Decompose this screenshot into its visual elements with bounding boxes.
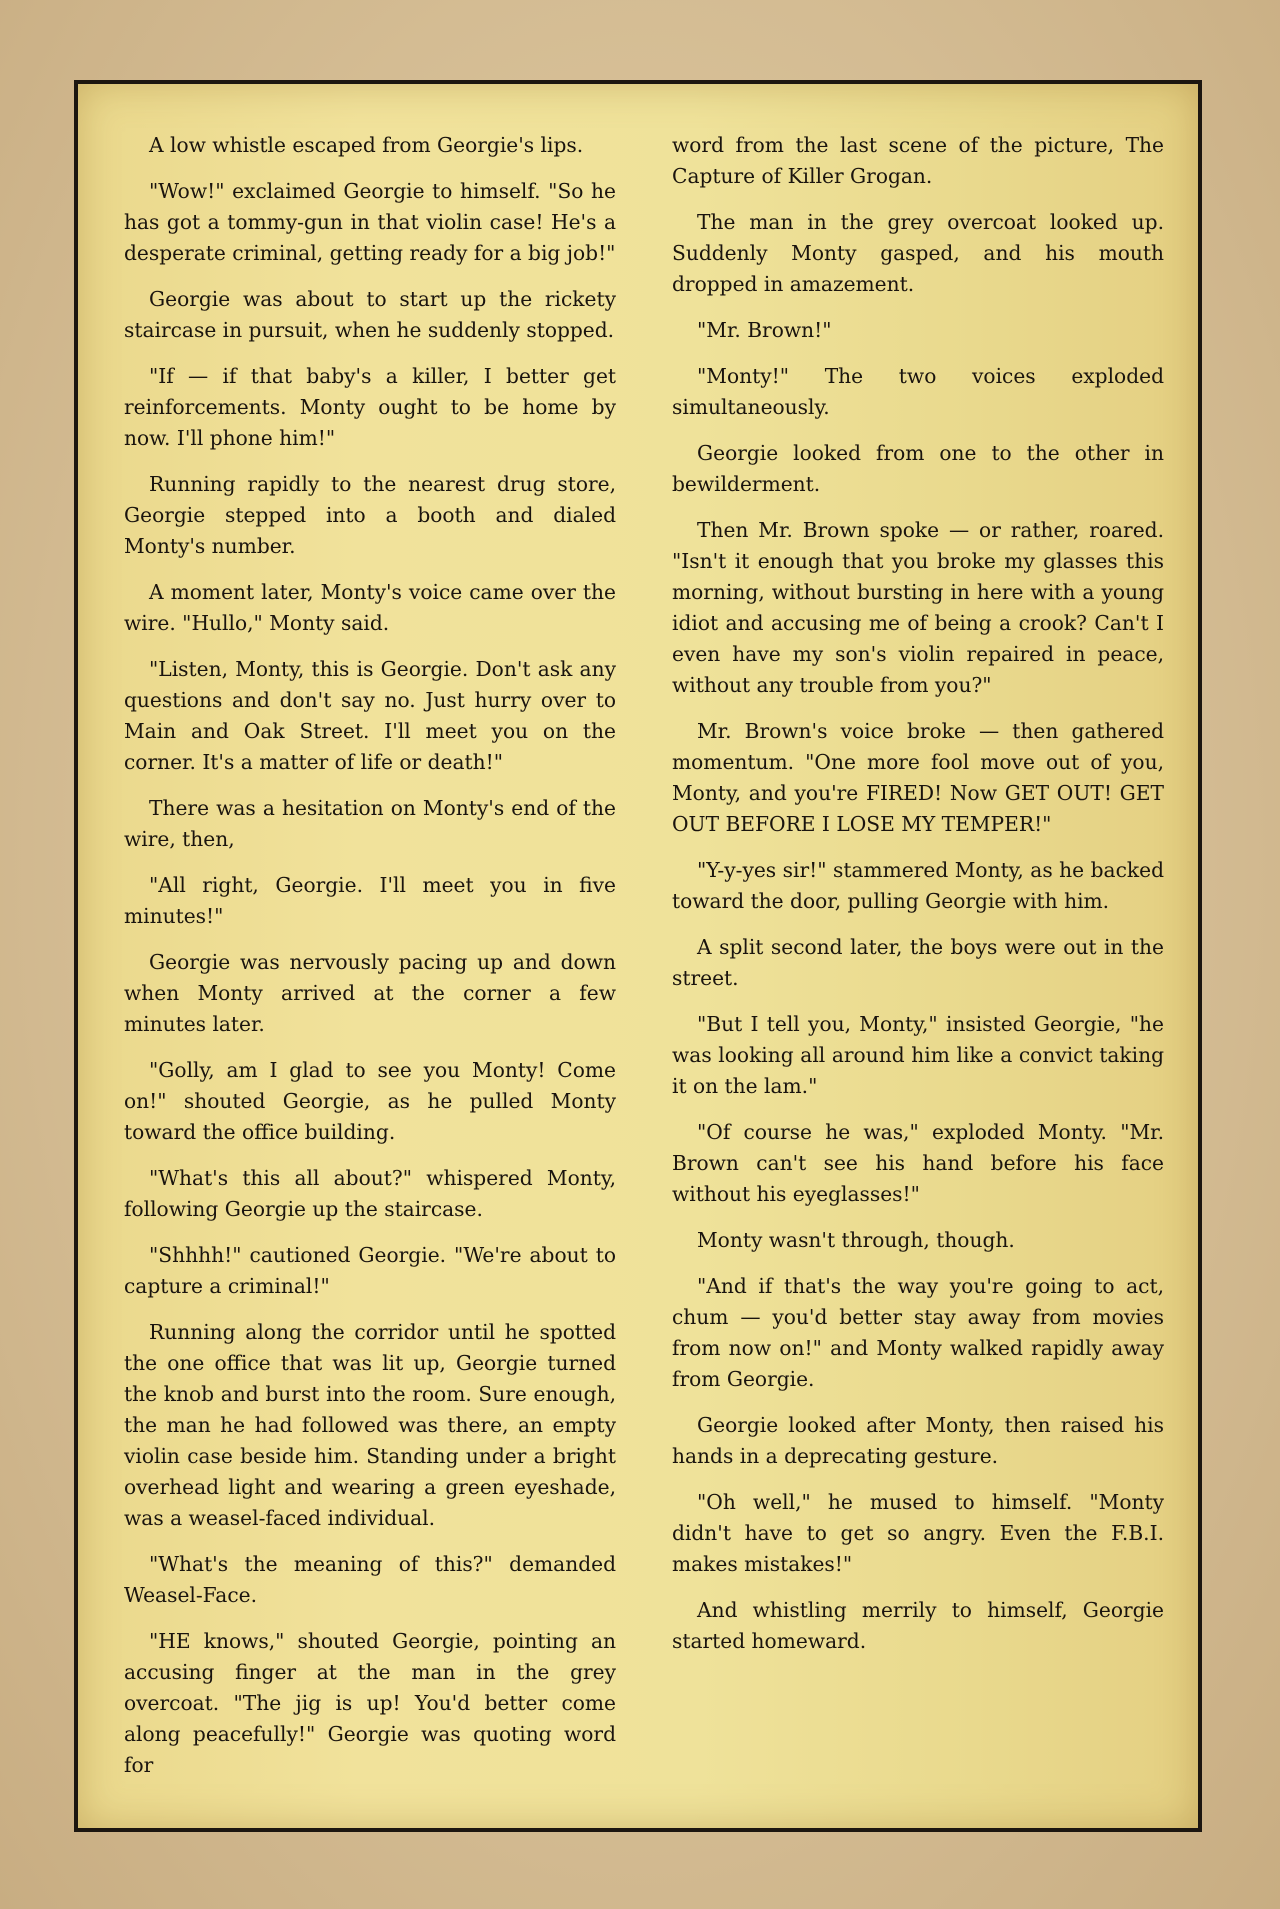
paragraph: "Shhhh!" cautioned Georgie. "We're about to capture a criminal!" xyxy=(124,1243,616,1298)
paragraph: Georgie looked from one to the other in bewilderment. xyxy=(672,441,1164,496)
paragraph: Georgie was about to start up the rickety staircase in pursuit, when he suddenly stopped. xyxy=(124,287,616,342)
paragraph: A split second later, the boys were out in the street. xyxy=(672,935,1164,990)
paragraph: "HE knows," shouted Georgie, pointing an accusing finger at the man in the grey overcoat. "The jig is up! You'd better come along peacefully!" Georgie was quoting word for xyxy=(124,1629,616,1777)
paragraph: And whistling merrily to himself, Georgie started homeward. xyxy=(672,1598,1164,1653)
paragraph: "Listen, Monty, this is Georgie. Don't ask any questions and don't say no. Just hurry over to Main and Oak Street. I'll meet you on the corner. It's a matter of life or death!" xyxy=(124,657,616,774)
paragraph: Then Mr. Brown spoke — or rather, roared. "Isn't it enough that you broke my glasses this morning, without bursting in here with a young idiot and accusing me of being a crook? Can't I even have my son's violin repaired in peace, without any trouble from you?" xyxy=(672,518,1164,697)
right-column xyxy=(672,130,1164,1672)
paragraph: "What's the meaning of this?" demanded Weasel-Face. xyxy=(124,1552,616,1607)
paragraph: Georgie was nervously pacing up and down when Monty arrived at the corner a few minutes later. xyxy=(124,950,616,1036)
paragraph: "Y-y-yes sir!" stammered Monty, as he backed toward the door, pulling Georgie with him. xyxy=(672,858,1164,913)
paragraph: "Monty!" The two voices exploded simultaneously. xyxy=(672,364,1164,419)
paragraph: There was a hesitation on Monty's end of the wire, then, xyxy=(124,796,616,851)
paragraph: Monty wasn't through, though. xyxy=(697,1228,1015,1252)
paragraph: "Of course he was," exploded Monty. "Mr. Brown can't see his hand before his face without his eyeglasses!" xyxy=(672,1120,1164,1206)
paragraph: Running along the corridor until he spotted the one office that was lit up, Georgie turned the knob and burst into the room. Sure enough, the man he had followed was there, an empty violin case beside him. Standing under a bright overhead light and wearing a green eyeshade, was a weasel-faced individual. xyxy=(124,1320,616,1530)
paragraph: "Oh well," he mused to himself. "Monty didn't have to get so angry. Even the F.B.I. makes mistakes!" xyxy=(672,1490,1164,1576)
paragraph: Mr. Brown's voice broke — then gathered momentum. "One more fool move out of you, Monty, and you're FIRED! Now GET OUT! GET OUT BEFORE I LOSE MY TEMPER!" xyxy=(672,719,1164,836)
story-panel xyxy=(74,80,1202,1832)
paragraph: "Golly, am I glad to see you Monty! Come on!" shouted Georgie, as he pulled Monty toward the office building. xyxy=(124,1058,616,1144)
paragraph: "If — if that baby's a killer, I better get reinforcements. Monty ought to be home by now. I'll phone him!" xyxy=(124,364,616,450)
paragraph: "And if that's the way you're going to act, chum — you'd better stay away from movies from now on!" and Monty walked rapidly away from Georgie. xyxy=(672,1274,1164,1391)
paragraph: The man in the grey overcoat looked up. Suddenly Monty gasped, and his mouth dropped in amazement. xyxy=(672,210,1164,296)
paragraph: "Mr. Brown!" xyxy=(697,318,832,342)
paragraph: "What's this all about?" whispered Monty, following Georgie up the staircase. xyxy=(124,1166,616,1221)
left-column xyxy=(124,130,616,1796)
paragraph: Running rapidly to the nearest drug store, Georgie stepped into a booth and dialed Monty's number. xyxy=(124,472,616,558)
paragraph-continuation: word from the last scene of the picture, The Capture of Killer Grogan. xyxy=(672,133,1164,188)
paragraph: "All right, Georgie. I'll meet you in five minutes!" xyxy=(124,873,616,928)
paragraph: A low whistle escaped from Georgie's lips. xyxy=(149,133,584,157)
paragraph: "But I tell you, Monty," insisted Georgie, "he was looking all around him like a convict taking it on the lam." xyxy=(672,1012,1164,1098)
paragraph: Georgie looked after Monty, then raised his hands in a deprecating gesture. xyxy=(672,1413,1164,1468)
paragraph: "Wow!" exclaimed Georgie to himself. "So he has got a tommy-gun in that violin case! He's a desperate criminal, getting ready for a big job!" xyxy=(124,179,616,265)
paragraph: A moment later, Monty's voice came over the wire. "Hullo," Monty said. xyxy=(124,580,616,635)
